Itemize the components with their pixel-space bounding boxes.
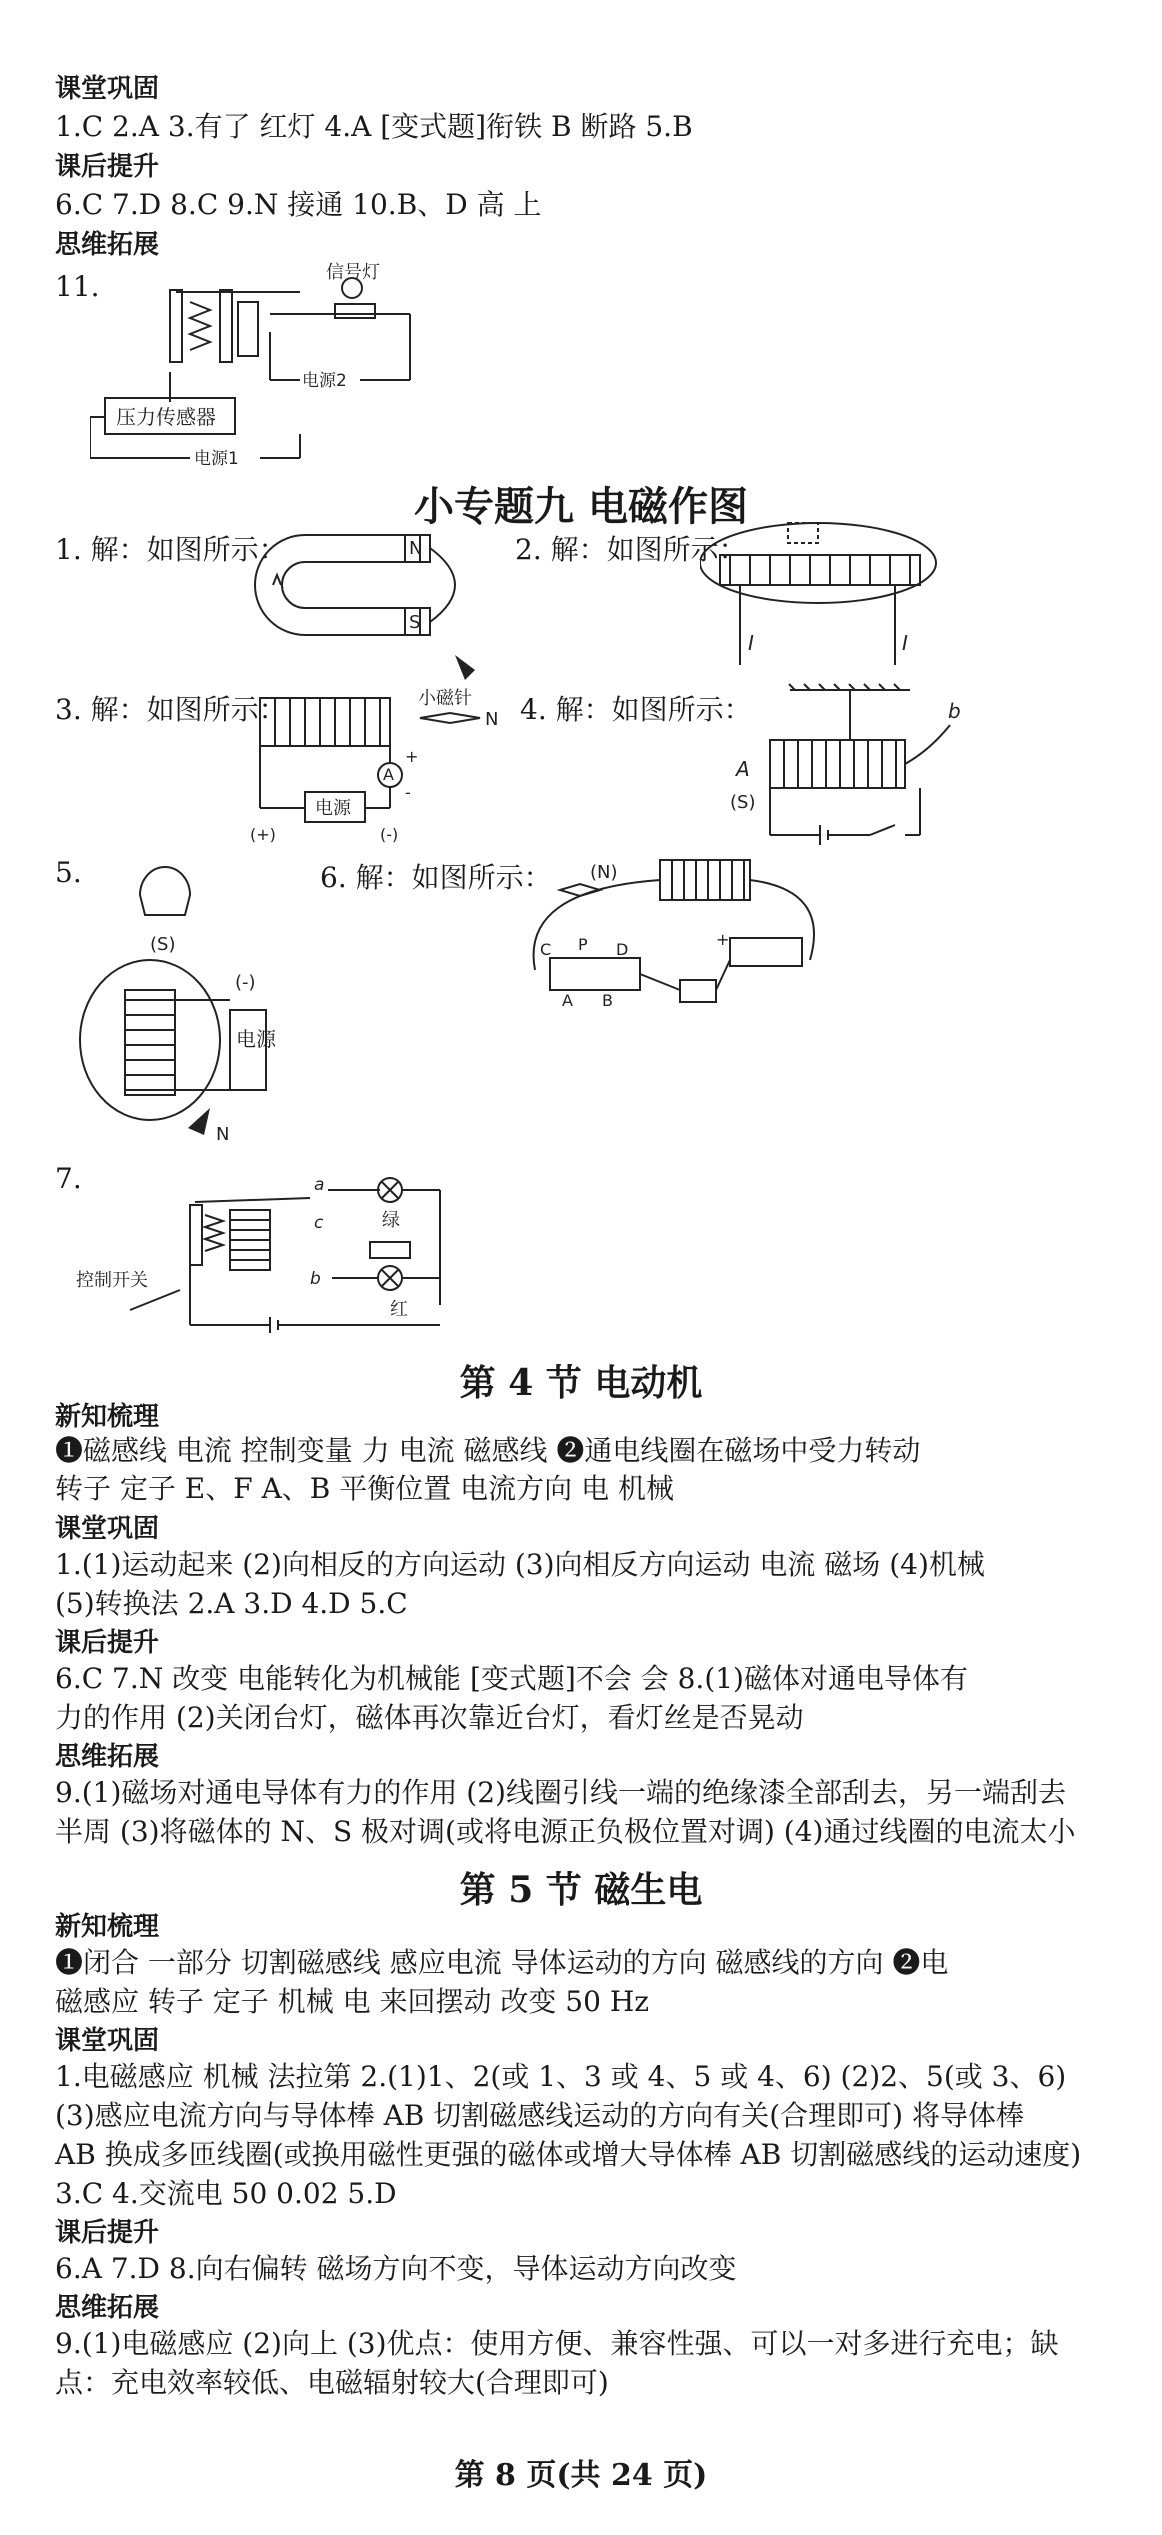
source-plus: (+) <box>250 825 276 844</box>
red-label: 红 <box>390 1299 408 1320</box>
figure-11-relay-circuit <box>90 262 450 482</box>
heading: 课后提升 <box>55 1628 160 1658</box>
answer-line: 6.A 7.D 8.向右偏转 磁场方向不变，导体运动方向改变 <box>55 2252 737 2285</box>
label-d: D <box>616 940 629 959</box>
heading: 思维拓展 <box>55 2293 160 2323</box>
figure-7-relay-lights <box>70 1160 470 1350</box>
current-i1: I <box>748 631 754 655</box>
answer-line: 3.C 4.交流电 50 0.02 5.D <box>55 2177 397 2210</box>
label-a: a <box>314 1175 325 1195</box>
heading-ketang: 课堂巩固 <box>55 74 160 104</box>
section-5-title: 第 5 节 磁生电 <box>459 1869 703 1911</box>
lamp-label: 信号灯 <box>326 262 380 283</box>
heading: 新知梳理 <box>55 1912 160 1942</box>
answer-line: 1.(1)运动起来 (2)向相反的方向运动 (3)向相反方向运动 电流 磁场 (4)机械 <box>55 1548 985 1581</box>
q4-label: 4. 解：如图所示： <box>520 693 752 726</box>
source-minus: (-) <box>380 825 399 844</box>
q2-label: 2. 解：如图所示： <box>515 533 747 566</box>
heading-siwei: 思维拓展 <box>55 230 160 260</box>
source1-label: 电源1 <box>194 449 239 469</box>
answer-line: ❶磁感线 电流 控制变量 力 电流 磁感线 ❷通电线圈在磁场中受力转动 <box>55 1434 921 1467</box>
needle-n: N <box>485 709 499 730</box>
figure-6-circuit <box>520 850 840 1030</box>
heading: 课堂巩固 <box>55 1514 160 1544</box>
source-label: 电源 <box>236 1027 276 1051</box>
answer-line: (3)感应电流方向与导体棒 AB 切割磁感线运动的方向有关(合理即可) 将导体棒 <box>55 2099 1025 2132</box>
heading: 课堂巩固 <box>55 2026 160 2056</box>
ammeter-a: A <box>383 765 394 784</box>
figure-5-coil-bulb <box>70 850 300 1150</box>
needle-label: 小磁针 <box>418 688 472 709</box>
label-minus: (-) <box>235 972 256 993</box>
green-label: 绿 <box>382 1210 400 1231</box>
heading: 新知梳理 <box>55 1402 160 1432</box>
switch-label: 控制开关 <box>76 1270 148 1291</box>
ammeter-minus: - <box>405 783 411 802</box>
label-p: P <box>578 935 588 954</box>
heading-kehou: 课后提升 <box>55 152 160 182</box>
answer-line: 1.电磁感应 机械 法拉第 2.(1)1、2(或 1、3 或 4、5 或 4、6) (2)2、5(或 3、6) <box>55 2060 1067 2093</box>
label-s: (S) <box>150 934 176 955</box>
s-pole: S <box>409 612 421 633</box>
label-n: N <box>216 1124 230 1145</box>
answer-line: 力的作用 (2)关闭台灯，磁体再次靠近台灯，看灯丝是否晃动 <box>55 1701 804 1734</box>
n-pole: N <box>409 538 423 559</box>
label-a: A <box>562 991 573 1010</box>
q1-label: 1. 解：如图所示： <box>55 533 287 566</box>
answer-line: 6.C 7.N 改变 电能转化为机械能 [变式题]不会 会 8.(1)磁体对通电导体有 <box>55 1662 968 1695</box>
section-4-title: 第 4 节 电动机 <box>459 1362 703 1404</box>
ammeter-plus: + <box>405 747 419 766</box>
answer-line: 半周 (3)将磁体的 N、S 极对调(或将电源正负极位置对调) (4)通过线圈的电流太小 <box>55 1815 1076 1848</box>
label-b: b <box>948 699 961 723</box>
answer-line: 磁感应 转子 定子 机械 电 来回摆动 改变 50 Hz <box>55 1985 650 2018</box>
source2-label: 电源2 <box>302 371 347 391</box>
sensor-label: 压力传感器 <box>116 405 216 429</box>
topic-title: 小专题九 电磁作图 <box>414 483 748 530</box>
figure-1-u-magnet <box>245 520 505 700</box>
label-b: b <box>310 1269 321 1289</box>
q7-label: 7. <box>55 1162 82 1195</box>
answer-line: ❶闭合 一部分 切割磁感线 感应电流 导体运动的方向 磁感线的方向 ❷电 <box>55 1946 949 1979</box>
q3-label: 3. 解：如图所示： <box>55 693 287 726</box>
figure-3-electromagnet <box>240 680 540 850</box>
answer-line: (5)转换法 2.A 3.D 4.D 5.C <box>55 1587 408 1620</box>
label-a: A <box>736 757 750 781</box>
answer-line: 9.(1)电磁感应 (2)向上 (3)优点：使用方便、兼容性强、可以一对多进行充电；缺 <box>55 2327 1059 2360</box>
current-i2: I <box>902 631 908 655</box>
label-c: C <box>540 940 552 959</box>
label-c: c <box>314 1213 324 1233</box>
label-b: B <box>602 991 613 1010</box>
q6-label: 6. 解：如图所示： <box>320 861 552 894</box>
heading: 课后提升 <box>55 2218 160 2248</box>
answer-line: 6.C 7.D 8.C 9.N 接通 10.B、D 高 上 <box>55 188 542 221</box>
heading: 思维拓展 <box>55 1742 160 1772</box>
q5-label: 5. <box>55 856 82 889</box>
source-label: 电源 <box>315 798 351 819</box>
answer-line: AB 换成多匝线圈(或换用磁性更强的磁体或增大导体棒 AB 切割磁感线的运动速度) <box>55 2138 1082 2171</box>
figure-4-hanging-coil <box>720 680 970 850</box>
figure-2-solenoid <box>700 515 960 675</box>
label-n: (N) <box>590 862 618 883</box>
question-number: 11. <box>55 270 100 303</box>
label-plus: + <box>716 930 730 949</box>
page-footer: 第 8 页(共 24 页) <box>454 2458 708 2493</box>
label-s: (S) <box>730 792 756 813</box>
answer-line: 点：充电效率较低、电磁辐射较大(合理即可) <box>55 2366 609 2399</box>
answer-line: 9.(1)磁场对通电导体有力的作用 (2)线圈引线一端的绝缘漆全部刮去，另一端刮去 <box>55 1776 1066 1809</box>
answer-line: 转子 定子 E、F A、B 平衡位置 电流方向 电 机械 <box>55 1472 674 1505</box>
answer-line: 1.C 2.A 3.有了 红灯 4.A [变式题]衔铁 B 断路 5.B <box>55 110 693 143</box>
